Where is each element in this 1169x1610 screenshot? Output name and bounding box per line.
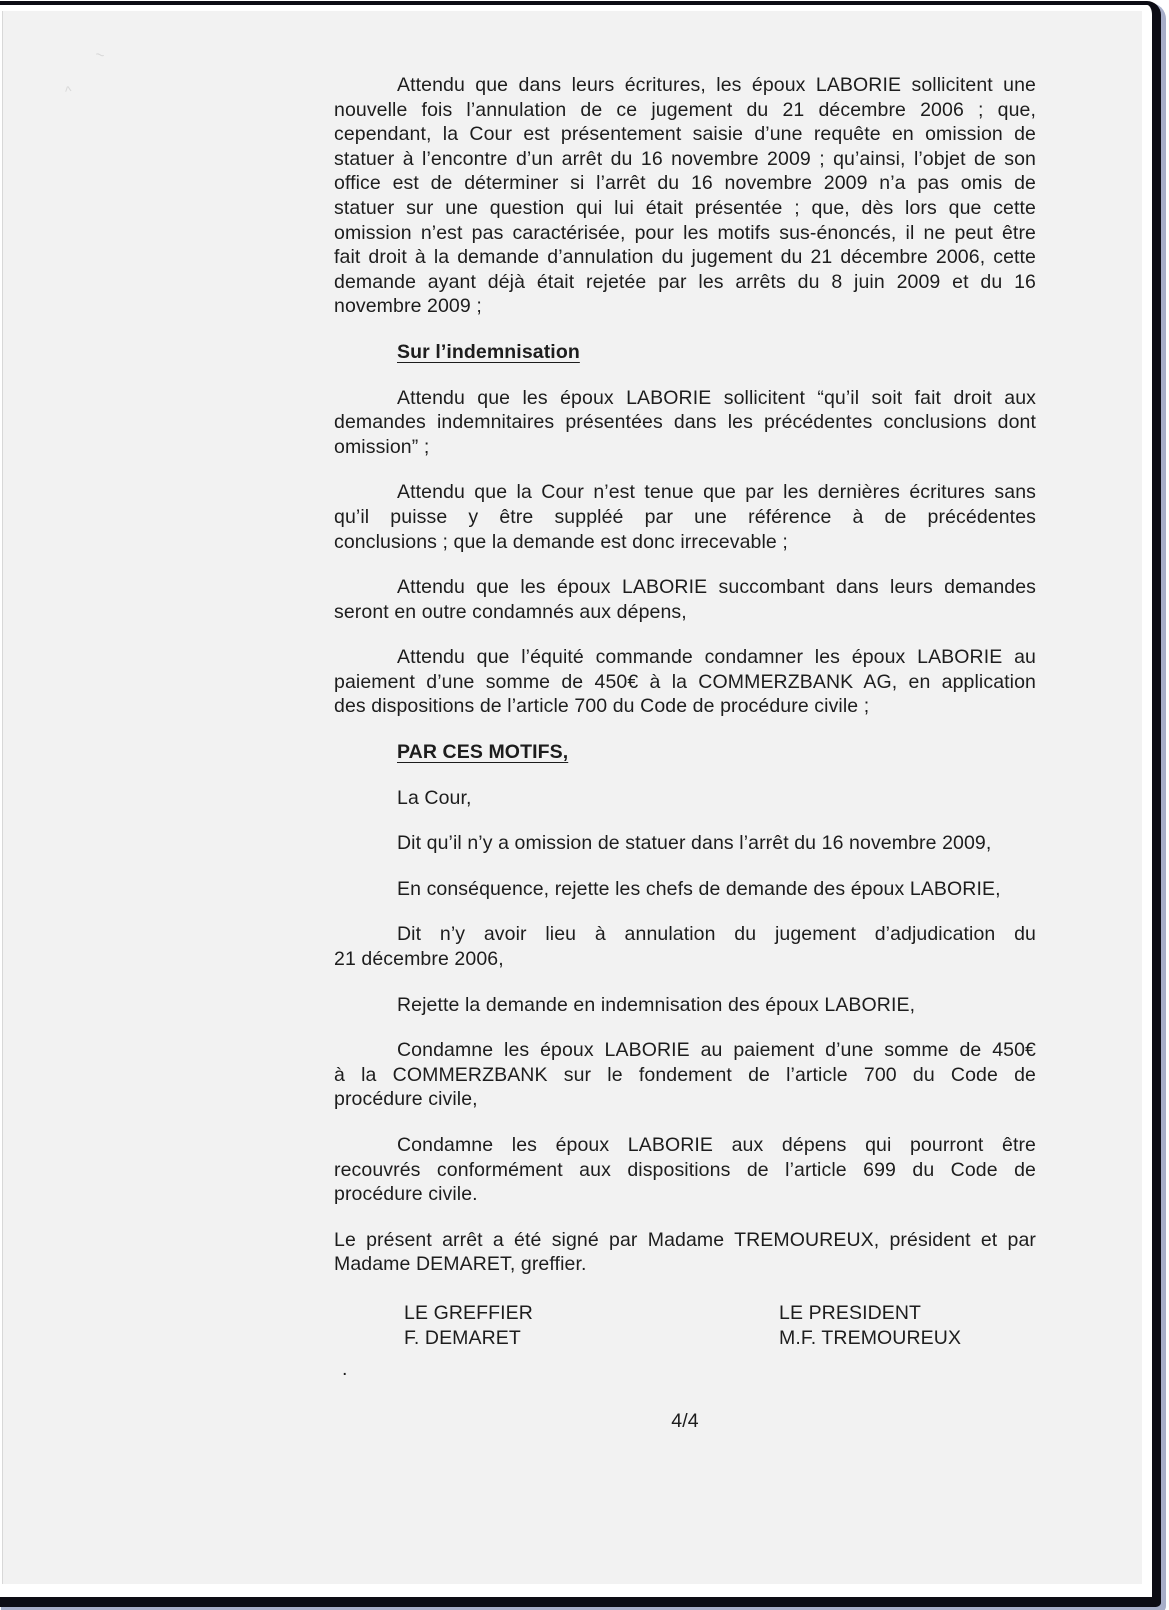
section-heading xyxy=(397,340,1036,365)
text-line: Le présent arrêt a été signé par Madame TREMOUREUX, président et par xyxy=(334,1228,1036,1251)
text-line: Rejette la demande en indemnisation des époux LABORIE, xyxy=(397,993,916,1016)
paragraph xyxy=(334,877,1036,902)
paragraph xyxy=(334,1228,1036,1277)
signature-title-president: LE PRESIDENT xyxy=(779,1301,922,1324)
text-line: En conséquence, rejette les chefs de demande des époux LABORIE, xyxy=(397,877,1001,900)
heading-text: Sur l’indemnisation xyxy=(397,340,580,363)
scan-artifact: ~ xyxy=(93,46,107,65)
text-line: cependant, la Cour est présentement saisie d’une requête en omission de xyxy=(334,123,1036,146)
document-body xyxy=(334,73,1036,1433)
text-line: statuer à l’encontre d’un arrêt du 16 novembre 2009 ; qu’ainsi, l’objet de son xyxy=(334,147,1036,170)
paragraph xyxy=(334,645,1036,719)
signature-block xyxy=(334,1301,1036,1351)
signature-greffier xyxy=(404,1301,779,1351)
paragraph xyxy=(334,831,1036,856)
signature-name-greffier: F. DEMARET xyxy=(404,1326,521,1349)
text-line: Attendu que dans leurs écritures, les époux LABORIE sollicitent une xyxy=(397,74,1036,96)
scan-artifact: ^ xyxy=(63,82,73,100)
text-line: novembre 2009 ; xyxy=(334,295,482,318)
text-line: 21 décembre 2006, xyxy=(334,948,504,971)
text-line: recouvrés conformément aux dispositions de l’article 699 du Code de xyxy=(334,1158,1036,1181)
ruling-text xyxy=(334,73,1036,1277)
text-line: des dispositions de l’article 700 du Code de procédure civile ; xyxy=(334,695,870,718)
text-line: Attendu que les époux LABORIE succombant dans leurs demandes xyxy=(397,576,1036,599)
text-line: seront en outre condamnés aux dépens, xyxy=(334,600,687,623)
paragraph xyxy=(334,480,1036,554)
text-line: omission” ; xyxy=(334,435,430,458)
paragraph xyxy=(334,922,1036,971)
paragraph xyxy=(334,386,1036,460)
text-line: office est de déterminer si l’arrêt du 16 novembre 2009 n’a pas omis de xyxy=(334,172,1036,195)
paragraph xyxy=(334,993,1036,1018)
document-page xyxy=(2,11,1142,1584)
heading-text: PAR CES MOTIFS, xyxy=(397,741,569,764)
text-line: Madame DEMARET, greffier. xyxy=(334,1253,587,1276)
paragraph xyxy=(334,786,1036,811)
text-line: omission n’est pas caractérisée, pour les motifs sus-énoncés, il ne peut être xyxy=(334,221,1036,244)
text-line: Condamne les époux LABORIE aux dépens qui pourront être xyxy=(397,1134,1036,1156)
text-line: Dit qu’il n’y a omission de statuer dans l’arrêt du 16 novembre 2009, xyxy=(397,832,992,855)
text-line: Attendu que l’équité commande condamner les époux LABORIE au xyxy=(397,646,1036,669)
section-heading xyxy=(397,740,1036,765)
paragraph xyxy=(334,575,1036,624)
text-line: conclusions ; que la demande est donc irrecevable ; xyxy=(334,530,788,553)
text-line: procédure civile. xyxy=(334,1183,478,1206)
text-line: Attendu que la Cour n’est tenue que par les dernières écritures sans xyxy=(397,481,1036,504)
text-line: Condamne les époux LABORIE au paiement d’une somme de 450€ xyxy=(397,1039,1036,1062)
paragraph xyxy=(334,73,1036,319)
text-line: Attendu que les époux LABORIE sollicitent “qu’il soit fait droit aux xyxy=(397,386,1036,409)
signature-title-greffier: LE GREFFIER xyxy=(404,1301,533,1324)
text-line: La Cour, xyxy=(397,786,472,809)
text-line: fait droit à la demande d’annulation du jugement du 21 décembre 2006, cette xyxy=(334,246,1036,269)
page-frame xyxy=(0,1,1161,1607)
paragraph xyxy=(334,1038,1036,1112)
page-number: 4/4 xyxy=(671,1409,699,1432)
signature-name-president: M.F. TREMOUREUX xyxy=(779,1326,962,1349)
paragraph xyxy=(334,1133,1036,1207)
text-line: demandes indemnitaires présentées dans les précédentes conclusions dont xyxy=(334,411,1036,434)
stray-mark: . xyxy=(342,1357,348,1380)
signature-president xyxy=(779,1301,1036,1351)
text-line: nouvelle fois l’annulation de ce jugement du 21 décembre 2006 ; que, xyxy=(334,98,1036,121)
text-line: demande ayant déjà était rejetée par les arrêts du 8 juin 2009 et du 16 xyxy=(334,270,1036,293)
text-line: statuer sur une question qui lui était présentée ; que, dès lors que cette xyxy=(334,196,1036,219)
text-line: procédure civile, xyxy=(334,1088,478,1111)
text-line: Dit n’y avoir lieu à annulation du jugement d’adjudication du xyxy=(397,923,1036,946)
text-line: qu’il puisse y être suppléé par une référence à de précédentes xyxy=(334,505,1036,528)
text-line: à la COMMERZBANK sur le fondement de l’article 700 du Code de xyxy=(334,1063,1036,1086)
text-line: paiement d’une somme de 450€ à la COMMERZBANK AG, en application xyxy=(334,670,1036,693)
